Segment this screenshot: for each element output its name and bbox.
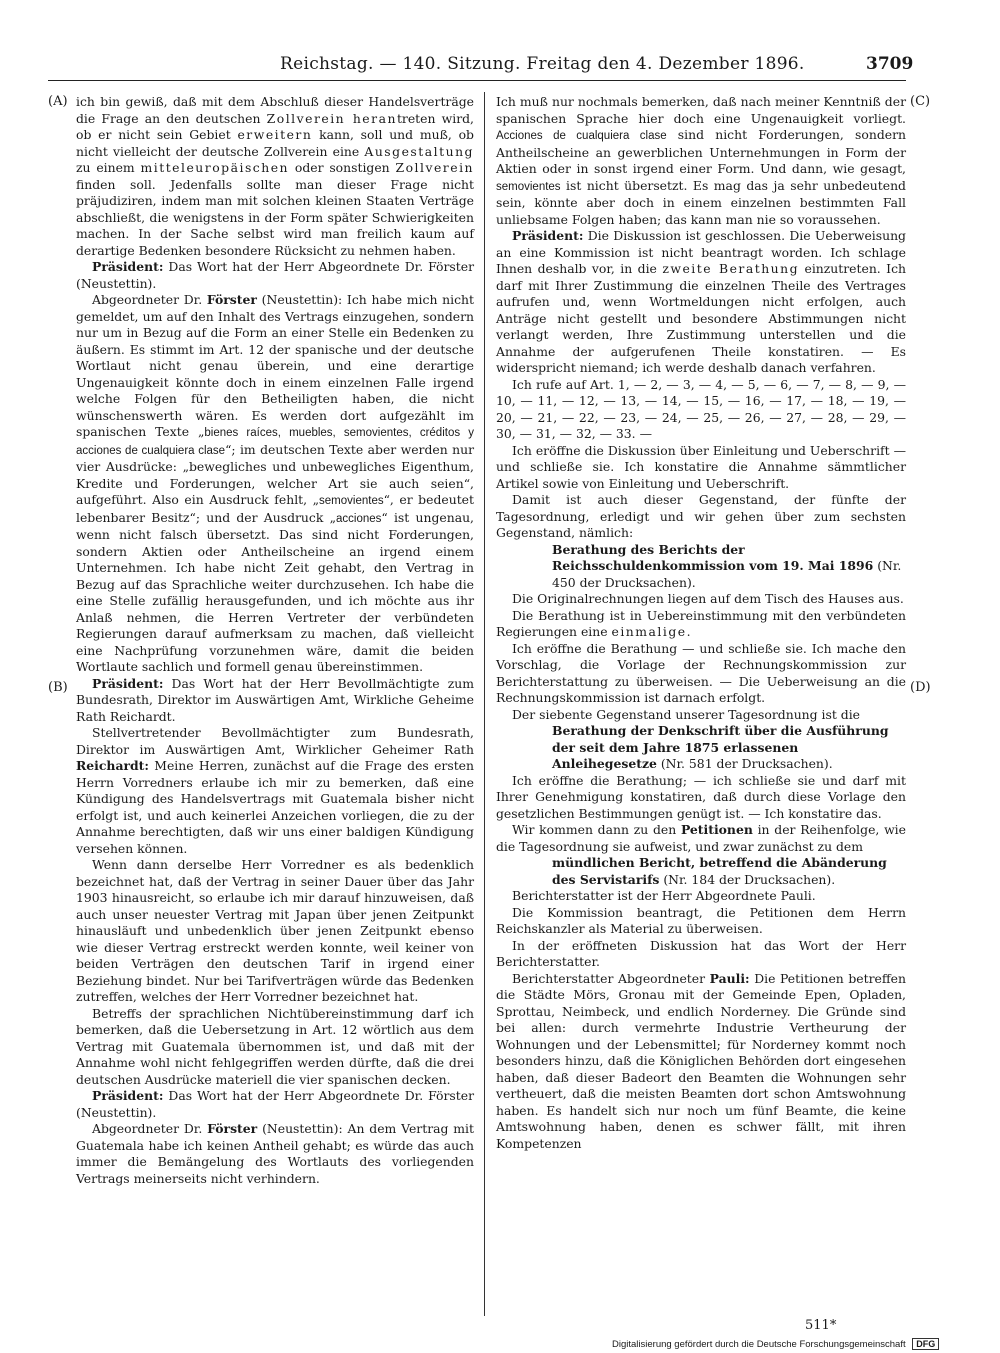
paragraph: Abgeordneter Dr. Förster (Neustettin): Ich habe mich nicht gemeldet, um auf den Inhalt des Vertrags einzugehen, sondern nur um in Bezug auf die Form an einer Stelle ein Bedenken zu äußern. Es stimmt im Art. 12 der spanische und der deutsche Wortlaut nicht genau überein, und eine derartige Ungenauigkeit könnte doch in einem einzelnen Falle irgend welche Folgen für den Betheiligten haben, die nicht wünschenswerth wären. Es werden dort aufgezählt im spanischen Texte „bienes raíces, muebles, semovientes, créditos y acciones de cualquiera clase“; im deutschen Texte aber werden nur vier Ausdrücke: „bewegliches und unbewegliches Eigenthum, Kredite und Forderungen, welcher Art sie auch seien“, aufgeführt. Also ein Ausdruck fehlt, „semovientes“, er bedeutet lebenbarer Besitz“; und der Ausdruck „acciones“ ist ungenau, wenn nicht falsch übersetzt. Das sind nicht Forderungen, sondern Aktien oder Antheilscheine an irgend einem Unternehmen. Ich habe nicht Zeit gehabt, den Vertrag in Bezug auf das Sprachliche weiter durchzusehen. Ich habe die eine Stelle zufällig herausgefunden, und ich möchte aus ihr Anlaß nehmen, die Herren Vertreter der verbündeten Regierungen darauf aufmerksam zu machen, daß vielleicht eine Nachprüfung vorzunehmen wäre, damit die beiden Wortlaute sachlich und formell genau übereinstimmen. <box>76 292 475 674</box>
paragraph: Berichterstatter ist der Herr Abgeordnete Pauli. <box>512 888 816 903</box>
paragraph: Ich eröffne die Berathung; — ich schließe sie und darf mit Ihrer Genehmigung konstatiren, daß durch diese Vorlage den gesetzlichen Bestimmungen genügt ist. — Ich konstatire das. <box>496 772 906 821</box>
paragraph: Wenn dann derselbe Herr Vorredner es als bedenklich bezeichnet hat, daß der Vertrag in seiner Dauer über das Jahr 1903 hinausreicht, so erlaube ich mir darauf hinzuweisen, daß auch unser neuester Vertrag mit Japan über jenen Zeitpunkt hinausläuft und unbedenklich über jenen Zeitpunkt ebenso wie dieser Vertrag erstreckt werden konnte, weil keiner von beiden Verträgen den deutschen Tarif in irgend einer Beziehung bindet. Nur bei Tarifverträgen würde das Bedenken zutreffen, welches der Herr Vorredner bezeichnet hat. <box>76 857 474 1004</box>
paragraph: Präsident: Das Wort hat der Herr Abgeordnete Dr. Förster (Neustettin). <box>76 259 474 291</box>
paragraph: Die Kommission beantragt, die Petitionen dem Herrn Reichskanzler als Material zu überweisen. <box>496 904 906 936</box>
sheet-mark: 511* <box>805 1318 837 1333</box>
paragraph: mündlichen Bericht, betreffend die Abänderung des Servistarifs (Nr. 184 der Drucksachen). <box>552 855 887 887</box>
header-rule <box>48 80 906 81</box>
paragraph: Präsident: Das Wort hat der Herr Abgeordnete Dr. Förster (Neustettin). <box>76 1088 474 1120</box>
column-divider <box>484 92 485 1316</box>
paragraph: Damit ist auch dieser Gegenstand, der fünfte der Tagesordnung, erledigt und wir gehen über zum sechsten Gegenstand, nämlich: <box>496 492 906 540</box>
paragraph: Stellvertretender Bevollmächtigter zum Bundesrath, Direktor im Auswärtigen Amt, Wirklicher Geheimer Rath Reichardt: Meine Herren, zunächst auf die Frage des ersten Herrn Vorredners erlaube ich mir zu bemerken, daß eine Kündigung des Handelsvertrags mit Guatemala bisher nicht erfolgt ist, und auch keinerlei Anzeichen vorliegen, die zu der Annahme berechtigten, daß wir uns einer baldigen Kündigung versehen können. <box>76 725 474 856</box>
paragraph: Ich eröffne die Diskussion über Einleitung und Ueberschrift — und schließe sie. Ich konstatire die Annahme sämmtlicher Artikel sowie von Einleitung und Ueberschrift. <box>496 442 906 491</box>
paragraph: ich bin gewiß, daß mit dem Abschluß dieser Handelsverträge die Frage an den deutschen Zollverein herantreten wird, ob er nicht sein Gebiet erweitern kann, soll und muß, ob nicht vielleicht der deutsche Zollverein eine Ausgestaltung zu einem mitteleuropäischen oder sonstigen Zollverein finden soll. Jedenfalls sollte man dieser Frage nicht präjudiziren, indem man mit solchen kleinen Staaten Verträge abschließt, die wenigstens in der Form später Schwierigkeiten machen. In der Sache selbst wird man freilich kaum auf derartige Bedenken besondere Rücksicht zu nehmen haben. <box>76 94 475 258</box>
right-column <box>496 94 906 1152</box>
paragraph: Die Originalrechnungen liegen auf dem Tisch des Hauses aus. <box>512 591 904 606</box>
footer-text: Digitalisierung gefördert durch die Deutsche Forschungsgemeinschaft <box>612 1339 906 1350</box>
paragraph: Präsident: Das Wort hat der Herr Bevollmächtigte zum Bundesrath, Direktor im Auswärtigen Amt, Wirkliche Geheime Rath Reichardt. <box>76 675 474 724</box>
paragraph: Berathung der Denkschrift über die Ausführung der seit dem Jahre 1875 erlassenen Anleihegesetze (Nr. 581 der Drucksachen). <box>552 723 889 771</box>
paragraph: Wir kommen dann zu den Petitionen in der Reihenfolge, wie die Tagesordnung sie aufweist, und zwar zunächst zu dem <box>496 822 906 854</box>
page-header <box>0 54 1000 80</box>
left-column <box>76 94 474 1187</box>
paragraph: Präsident: Die Diskussion ist geschlossen. Die Ueberweisung an eine Kommission ist nicht beantragt worden. Ich schlage Ihnen deshalb vor, in die zweite Berathung einzutreten. Ich darf mit Ihrer Zustimmung die einzelnen Theile des Vertrages aufrufen und, wenn Wortmeldungen nicht erfolgen, auch Anträge nicht gestellt und besondere Abstimmungen nicht verlangt werden, Ihre Zustimmung unterstellen und die Annahme der aufgerufenen Theile konstatiren. — Es widerspricht niemand; ich werde deshalb danach verfahren. <box>496 228 906 375</box>
dfg-logo: DFG <box>912 1338 939 1350</box>
margin-mark-c: (C) <box>910 94 931 109</box>
paragraph: Ich eröffne die Berathung — und schließe sie. Ich mache den Vorschlag, die Vorlage der Rechnungskommission zur Berichterstattung zu überweisen. — Die Ueberweisung an die Rechnungskommission ist darnach erfolgt. <box>496 640 906 705</box>
paragraph: Der siebente Gegenstand unserer Tagesordnung ist die <box>512 706 861 722</box>
paragraph: Berichterstatter Abgeordneter Pauli: Die Petitionen betreffen die Städte Mörs, Gronau mit der Gemeinde Epen, Opladen, Sprottau, Neimbeck, und endlich Norderney. Die Gründe sind bei allen: durch vermehrte Industrie Vertheurung der Wohnungen und der Lebensmittel; für Norderney kommt noch besonders hinzu, daß die Königlichen Behörden dort eingesehen haben, daß dieser Badeort den Beamten die Wohnungen sehr vertheuert, daß die meisten Beamten dort schon Amtswohnung haben. Es handelt sich nur noch um fünf Beamte, die keine Amtswohnung haben, denen es schwer fällt, mit ihren Kompetenzen <box>496 970 906 1151</box>
page-number: 3709 <box>866 54 914 74</box>
running-title: Reichstag. — 140. Sitzung. Freitag den 4. Dezember 1896. <box>280 54 805 74</box>
footer <box>612 1338 939 1350</box>
paragraph: Abgeordneter Dr. Förster (Neustettin): An dem Vertrag mit Guatemala habe ich keinen Antheil gehabt; es würde das auch immer die Bemängelung des Wortlauts des vorliegenden Vertrags meinerseits nicht verhindern. <box>76 1121 474 1186</box>
paragraph: Berathung des Berichts der Reichsschuldenkommission vom 19. Mai 1896 (Nr. 450 der Drucksachen). <box>552 541 902 590</box>
margin-mark-d: (D) <box>910 680 931 695</box>
paragraph: Die Berathung ist in Uebereinstimmung mit den verbündeten Regierungen eine einmalige. <box>496 607 906 639</box>
paragraph: Ich rufe auf Art. 1, — 2, — 3, — 4, — 5, — 6, — 7, — 8, — 9, — 10, — 11, — 12, — 13, — 14, — 15, — 16, — 17, — 18, — 19, — 20, — 21, — 22, — 23, — 24, — 25, — 26, — 27, — 28, — 29, — 30, — 31, — 32, — 33. — <box>496 376 906 441</box>
margin-mark-b: (B) <box>48 680 68 695</box>
paragraph: Ich muß nur nochmals bemerken, daß nach meiner Kenntniß der spanischen Sprache hier doch eine Ungenauigkeit vorliegt. Acciones de cualquiera clase sind nicht Forderungen, sondern Antheilscheine an gewerblichen Unternehmungen in Form der Aktien oder in sonst irgend einer Form. Und dann, wie gesagt, semovientes ist nicht übersetzt. Es mag das ja sehr unbedeutend sein, könnte aber doch in einem einzelnen bestimmten Fall unliebsame Folgen haben; das kann man nie so voraussehen. <box>496 94 906 227</box>
paragraph: In der eröffneten Diskussion hat das Wort der Herr Berichterstatter. <box>496 937 906 969</box>
margin-mark-a: (A) <box>48 94 68 109</box>
paragraph: Betreffs der sprachlichen Nichtübereinstimmung darf ich bemerken, daß die Uebersetzung in Art. 12 wörtlich aus dem Vertrag mit Guatemala übernommen ist, und daß mit der Annahme wohl nicht fehlgegriffen werden dürfte, daß die drei deutschen Ausdrücke materiell die vier spanischen decken. <box>76 1005 474 1087</box>
